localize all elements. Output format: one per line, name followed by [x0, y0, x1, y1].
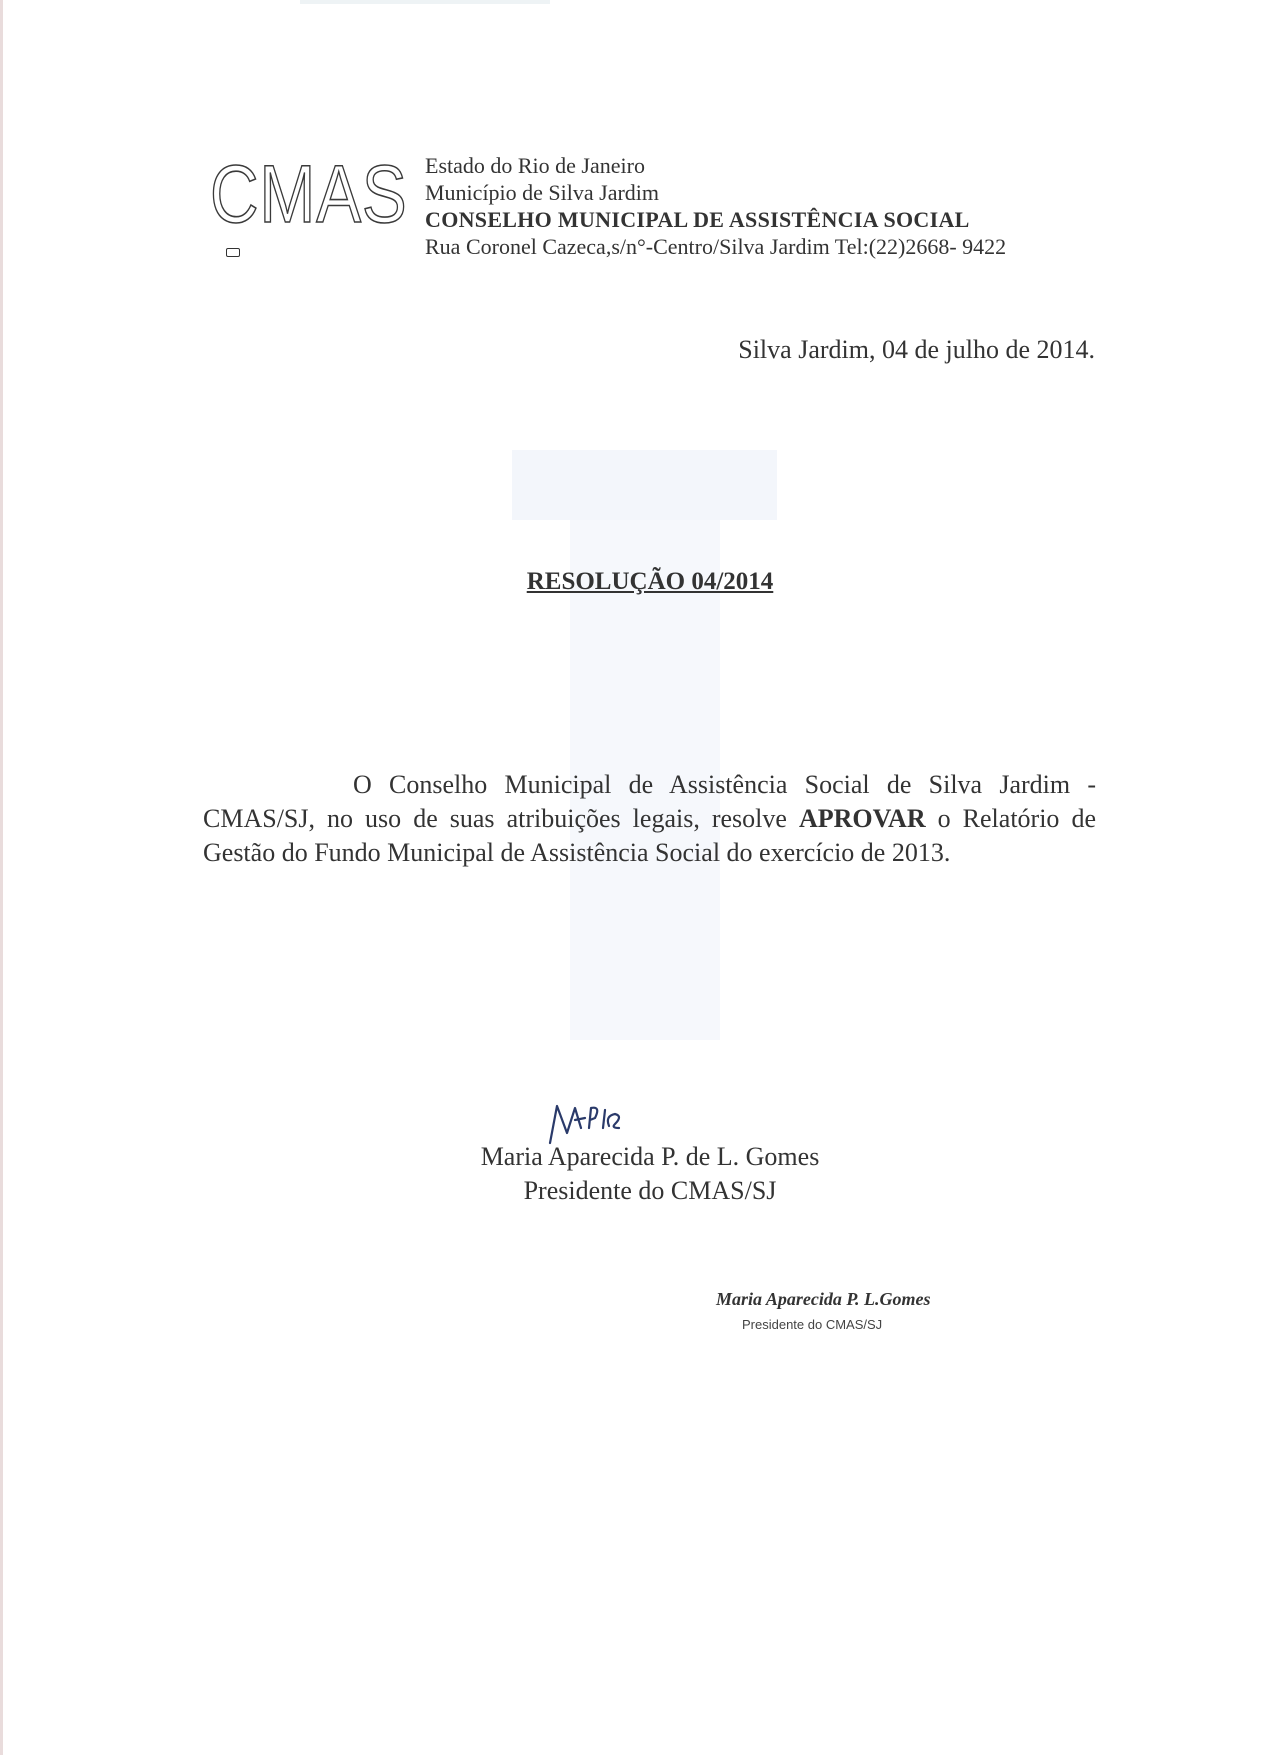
resolution-title: RESOLUÇÃO 04/2014: [526, 568, 774, 595]
document-date: Silva Jardim, 04 de julho de 2014.: [738, 335, 1095, 364]
letterhead-municipality: Município de Silva Jardim: [425, 180, 660, 205]
scan-smudge: [300, 0, 550, 4]
scan-shade: [512, 450, 777, 520]
stamp-line-2: Presidente do CMAS/SJ: [742, 1317, 883, 1332]
logo-mark-icon: [226, 248, 240, 257]
body-text-part1: O Conselho Municipal de Assistência Social de Silva Jardim - CMAS/SJ, no uso de suas atribuições legais, resolve: [203, 770, 1096, 833]
body-text-bold: APROVAR: [798, 804, 926, 833]
body-text-part2: o Relatório de Gestão do Fundo Municipal de Assistência Social do exercício de 2013.: [203, 804, 1096, 867]
signatory: [0, 1140, 1275, 1208]
resolution-body: [203, 768, 1096, 870]
signature-stamp: [710, 1283, 950, 1343]
stamp-line-1: Maria Aparecida P. L.Gomes: [716, 1289, 931, 1309]
letterhead-council: CONSELHO MUNICIPAL DE ASSISTÊNCIA SOCIAL: [425, 207, 970, 232]
signatory-role: Presidente do CMAS/SJ: [523, 1176, 777, 1205]
letterhead: [425, 152, 1006, 260]
letterhead-state: Estado do Rio de Janeiro: [425, 153, 645, 178]
letterhead-address: Rua Coronel Cazeca,s/n°-Centro/Silva Jardim Tel:(22)2668- 9422: [425, 234, 1007, 259]
cmas-logo: CMAS: [210, 149, 408, 240]
signatory-name: Maria Aparecida P. de L. Gomes: [480, 1142, 820, 1171]
page-edge: [0, 0, 3, 1755]
